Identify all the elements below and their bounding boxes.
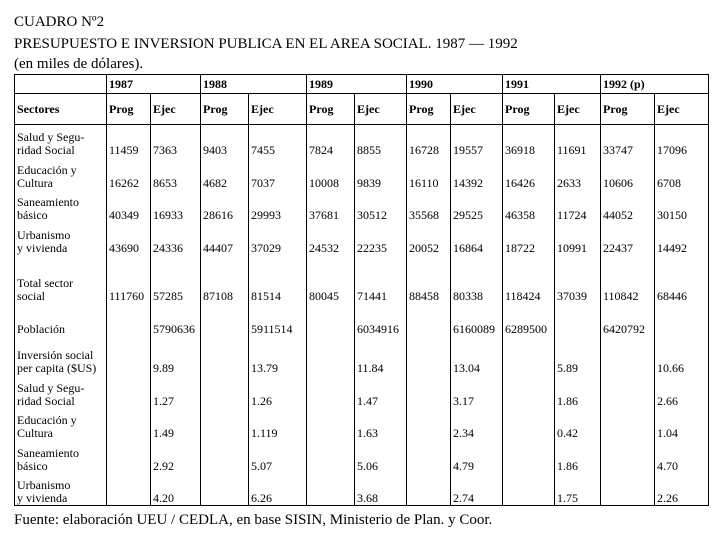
- table-cell: [201, 473, 249, 506]
- table-cell: 24336: [151, 222, 201, 255]
- table-cell: 1.47: [355, 375, 407, 408]
- table-cell: [407, 473, 451, 506]
- table-cell: [201, 408, 249, 441]
- row-label: Urbanismo y vivienda: [15, 222, 107, 255]
- table-cell: 16933: [151, 190, 201, 223]
- prog-header: Prog: [201, 94, 249, 125]
- table-cell: 22235: [355, 222, 407, 255]
- table-cell: 33747: [601, 125, 655, 158]
- table-cell: 37029: [249, 222, 307, 255]
- table-cell: [601, 408, 655, 441]
- table-cell: 118424: [503, 255, 555, 303]
- table-cell: 8855: [355, 125, 407, 158]
- table-cell: 4.79: [451, 440, 503, 473]
- table-cell: [307, 336, 355, 375]
- table-cell: 1.86: [555, 375, 601, 408]
- table-cell: 110842: [601, 255, 655, 303]
- table-cell: 1.86: [555, 440, 601, 473]
- table-cell: 8653: [151, 157, 201, 190]
- table-cell: 9403: [201, 125, 249, 158]
- table-cell: 87108: [201, 255, 249, 303]
- table-cell: [407, 375, 451, 408]
- table-cell: 6.26: [249, 473, 307, 506]
- table-cell: 6034916: [355, 303, 407, 336]
- table-cell: [555, 303, 601, 336]
- prog-header: Prog: [503, 94, 555, 125]
- table-cell: 57285: [151, 255, 201, 303]
- table-cell: [307, 440, 355, 473]
- row-label: Total sector social: [15, 255, 107, 303]
- table-cell: 14492: [655, 222, 709, 255]
- table-caption-number: CUADRO Nº2: [14, 14, 105, 30]
- table-cell: 5.06: [355, 440, 407, 473]
- column-header-row: [15, 94, 709, 125]
- table-cell: 44052: [601, 190, 655, 223]
- table-cell: 4.70: [655, 440, 709, 473]
- table-cell: [307, 473, 355, 506]
- table-row: [15, 440, 709, 473]
- year-1991: 1991: [503, 75, 601, 94]
- table-cell: 11459: [107, 125, 151, 158]
- table-row: [15, 255, 709, 303]
- ejec-header: Ejec: [355, 94, 407, 125]
- row-label: Urbanismo y vivienda: [15, 473, 107, 506]
- table-cell: 44407: [201, 222, 249, 255]
- table-row: [15, 222, 709, 255]
- table-cell: 6420792: [601, 303, 655, 336]
- table-cell: [307, 375, 355, 408]
- table-cell: [107, 303, 151, 336]
- row-label: Educación y Cultura: [15, 408, 107, 441]
- table-cell: [107, 375, 151, 408]
- table-row: [15, 303, 709, 336]
- row-label: Inversión social per capita ($US): [15, 336, 107, 375]
- table-cell: 2.34: [451, 408, 503, 441]
- table-cell: 46358: [503, 190, 555, 223]
- table-cell: 81514: [249, 255, 307, 303]
- sectors-corner: [15, 75, 107, 94]
- table-cell: 68446: [655, 255, 709, 303]
- table-row: [15, 375, 709, 408]
- ejec-header: Ejec: [151, 94, 201, 125]
- table-cell: 28616: [201, 190, 249, 223]
- table-cell: [503, 440, 555, 473]
- prog-header: Prog: [307, 94, 355, 125]
- table-cell: 6708: [655, 157, 709, 190]
- table-cell: 71441: [355, 255, 407, 303]
- row-label: Salud y Segu- ridad Social: [15, 125, 107, 158]
- table-cell: 14392: [451, 157, 503, 190]
- table-cell: [407, 336, 451, 375]
- table-cell: [201, 336, 249, 375]
- table-cell: [407, 303, 451, 336]
- table-cell: 1.119: [249, 408, 307, 441]
- table-cell: [601, 473, 655, 506]
- table-cell: 3.68: [355, 473, 407, 506]
- table-row: [15, 125, 709, 158]
- prog-header: Prog: [407, 94, 451, 125]
- table-row: [15, 473, 709, 506]
- year-1992: 1992 (p): [601, 75, 709, 94]
- table-cell: 3.17: [451, 375, 503, 408]
- table-cell: 0.42: [555, 408, 601, 441]
- table-cell: 16110: [407, 157, 451, 190]
- table-cell: [201, 375, 249, 408]
- table-cell: 29525: [451, 190, 503, 223]
- table-cell: 10606: [601, 157, 655, 190]
- table-cell: 5.89: [555, 336, 601, 375]
- table-cell: 29993: [249, 190, 307, 223]
- table-cell: 6289500: [503, 303, 555, 336]
- table-cell: 30150: [655, 190, 709, 223]
- table-cell: 16262: [107, 157, 151, 190]
- sectors-header: Sectores: [15, 94, 107, 125]
- year-1988: 1988: [201, 75, 307, 94]
- row-label: Saneamiento básico: [15, 190, 107, 223]
- table-cell: [601, 440, 655, 473]
- table-cell: 1.75: [555, 473, 601, 506]
- ejec-header: Ejec: [249, 94, 307, 125]
- table-cell: [601, 375, 655, 408]
- table-cell: 5911514: [249, 303, 307, 336]
- prog-header: Prog: [107, 94, 151, 125]
- table-cell: 80045: [307, 255, 355, 303]
- table-cell: 1.49: [151, 408, 201, 441]
- table-cell: [503, 336, 555, 375]
- table-cell: 19557: [451, 125, 503, 158]
- table-cell: [107, 473, 151, 506]
- ejec-header: Ejec: [655, 94, 709, 125]
- table-caption-title: PRESUPUESTO E INVERSION PUBLICA EN EL AREA SOCIAL. 1987 — 1992: [14, 36, 518, 52]
- table-cell: 2633: [555, 157, 601, 190]
- year-1990: 1990: [407, 75, 503, 94]
- table-cell: 5790636: [151, 303, 201, 336]
- table-cell: [407, 408, 451, 441]
- table-cell: [307, 303, 355, 336]
- table-cell: 10008: [307, 157, 355, 190]
- table-cell: 36918: [503, 125, 555, 158]
- prog-header: Prog: [601, 94, 655, 125]
- table-cell: 11.84: [355, 336, 407, 375]
- table-cell: [407, 440, 451, 473]
- row-label: Población: [15, 303, 107, 336]
- table-cell: 6160089: [451, 303, 503, 336]
- table-cell: 16728: [407, 125, 451, 158]
- table-cell: [503, 473, 555, 506]
- table-cell: 2.66: [655, 375, 709, 408]
- table-body: [15, 125, 709, 506]
- table-cell: 20052: [407, 222, 451, 255]
- ejec-header: Ejec: [451, 94, 503, 125]
- table-cell: 10.66: [655, 336, 709, 375]
- table-cell: [307, 408, 355, 441]
- table-cell: [503, 375, 555, 408]
- table-caption-units: (en miles de dólares).: [14, 56, 144, 72]
- table-cell: 7824: [307, 125, 355, 158]
- table-row: [15, 157, 709, 190]
- table-cell: 10991: [555, 222, 601, 255]
- table-cell: [655, 303, 709, 336]
- year-1987: 1987: [107, 75, 201, 94]
- table-row: [15, 190, 709, 223]
- table-cell: [201, 440, 249, 473]
- table-cell: 4682: [201, 157, 249, 190]
- table-cell: 17096: [655, 125, 709, 158]
- table-cell: 43690: [107, 222, 151, 255]
- table-cell: [201, 303, 249, 336]
- table-cell: 1.26: [249, 375, 307, 408]
- table-cell: 11691: [555, 125, 601, 158]
- source-note: Fuente: elaboración UEU / CEDLA, en base SISIN, Ministerio de Plan. y Coor.: [14, 512, 493, 528]
- row-label: Salud y Segu- ridad Social: [15, 375, 107, 408]
- table-cell: 2.26: [655, 473, 709, 506]
- table-cell: 4.20: [151, 473, 201, 506]
- budget-table: [14, 74, 709, 506]
- year-1989: 1989: [307, 75, 407, 94]
- table-cell: 7455: [249, 125, 307, 158]
- table-cell: 16864: [451, 222, 503, 255]
- table-cell: 7363: [151, 125, 201, 158]
- table-cell: 40349: [107, 190, 151, 223]
- table-cell: [503, 408, 555, 441]
- table-cell: 1.27: [151, 375, 201, 408]
- table-cell: 5.07: [249, 440, 307, 473]
- table-cell: 35568: [407, 190, 451, 223]
- table-cell: [107, 408, 151, 441]
- table-cell: 13.04: [451, 336, 503, 375]
- row-label: Saneamiento básico: [15, 440, 107, 473]
- table-cell: 30512: [355, 190, 407, 223]
- table-cell: 16426: [503, 157, 555, 190]
- table-cell: 11724: [555, 190, 601, 223]
- table-cell: 9.89: [151, 336, 201, 375]
- table-cell: [107, 336, 151, 375]
- table-cell: [107, 440, 151, 473]
- table-cell: 111760: [107, 255, 151, 303]
- table-cell: 24532: [307, 222, 355, 255]
- table-row: [15, 336, 709, 375]
- table-cell: 1.63: [355, 408, 407, 441]
- table-row: [15, 408, 709, 441]
- table-cell: 37681: [307, 190, 355, 223]
- table-cell: [601, 336, 655, 375]
- table-cell: 13.79: [249, 336, 307, 375]
- table-cell: 1.04: [655, 408, 709, 441]
- table-cell: 7037: [249, 157, 307, 190]
- table-cell: 2.92: [151, 440, 201, 473]
- table-cell: 9839: [355, 157, 407, 190]
- table-cell: 18722: [503, 222, 555, 255]
- table-cell: 37039: [555, 255, 601, 303]
- row-label: Educación y Cultura: [15, 157, 107, 190]
- table-cell: 22437: [601, 222, 655, 255]
- table-cell: 88458: [407, 255, 451, 303]
- table-cell: 80338: [451, 255, 503, 303]
- table-cell: 2.74: [451, 473, 503, 506]
- year-header-row: [15, 75, 709, 94]
- ejec-header: Ejec: [555, 94, 601, 125]
